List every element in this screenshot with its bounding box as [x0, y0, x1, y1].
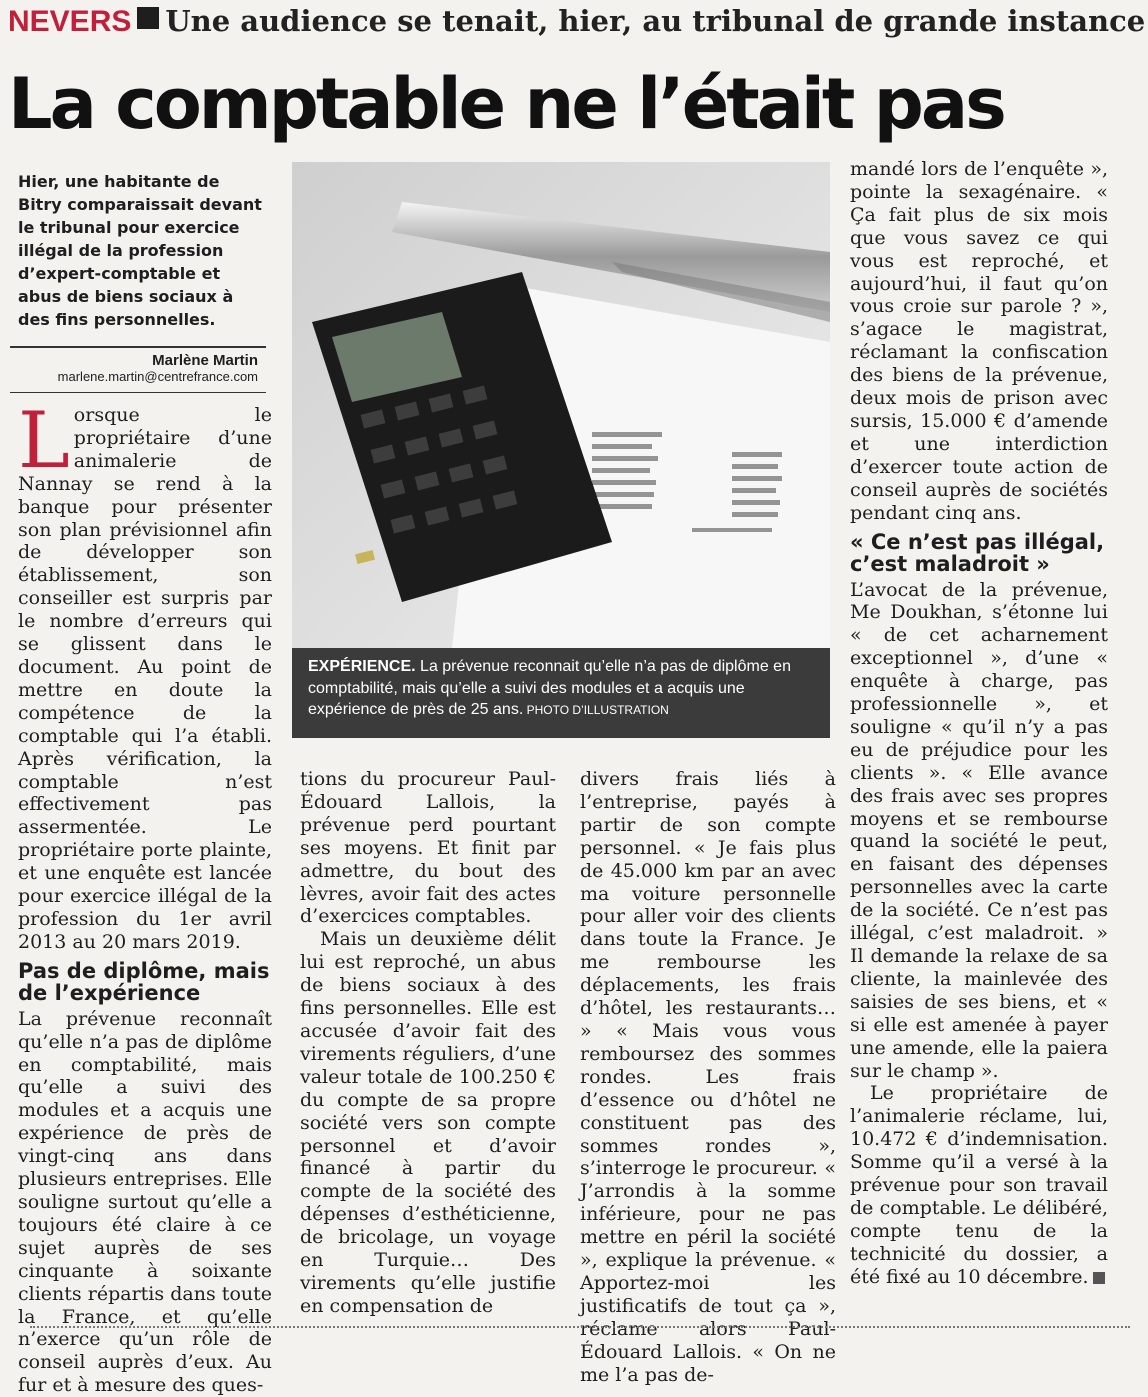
photo-illustration: [292, 162, 830, 738]
author-email: marlene.martin@centrefrance.com: [57, 369, 258, 384]
calculator-photo-icon: [292, 162, 830, 648]
article-column-4: [850, 158, 1108, 1289]
kicker-city: NEVERS: [8, 5, 132, 38]
byline: [10, 346, 266, 393]
col1-paragraph-1: orsque le propriétaire d’une animalerie de Nannay se rend à la banque pour présenter son plan prévisionnel afin de développer son établissement, son conseiller est surpris par le nombre d’erreurs qui se glissent dans le document. Au point de mettre en doute la compétence de la comptable qui l’a établi. Après vérification, la comptable n’est effectivement pas assermentée. Le propriétaire porte plainte, et une enquête est lancée pour exercice illégal de la profession du 1er avril 2013 au 20 mars 2019.: [18, 404, 272, 953]
col4-paragraph-1: mandé lors de l’enquête », pointe la sexagénaire. « Ça fait plus de six mois que vous savez ce qui vous est reproché, et aujourd’hui, il faut qu’on vous croie sur parole ? », s’agace le magistrat, réclamant la confiscation des biens de la prévenue, deux mois de prison avec sursis, 15.000 € d’amende et une interdiction d’exercer toute action de conseil auprès de sociétés pendant cinq ans.: [850, 158, 1108, 524]
kicker: [8, 4, 1146, 48]
col2-paragraph-1: tions du procureur Paul-Édouard Lallois, la prévenue perd pourtant ses moyens. Et finit par admettre, du bout des lèvres, avoir fait des actes d’exercices comptables.: [300, 768, 556, 928]
col4-paragraph-3: Le propriétaire de l’animalerie réclame, lui, 10.472 € d’indemnisation. Somme qu’il a versé à la prévenue pour son travail de comptable. Le délibéré, compte tenu de la technicité du dossier, a été fixé au 10 décembre.: [850, 1082, 1108, 1288]
subhead-maladroit: « Ce n’est pas illégal, c’est maladroit »: [850, 529, 1105, 576]
author-name: Marlène Martin: [152, 352, 258, 369]
caption-text: La prévenue reconnait qu’elle n’a pas de diplôme en comptabilité, mais qu’elle a suivi des modules et a acquis une expérience de près de 25 ans.: [308, 658, 791, 718]
square-bullet-icon: [137, 7, 159, 29]
caption-label: EXPÉRIENCE.: [308, 658, 416, 675]
footer-divider: [30, 1326, 1130, 1328]
photo-credit: PHOTO D’ILLUSTRATION: [523, 703, 669, 717]
col2-paragraph-2: Mais un deuxième délit lui est reproché, un abus de biens sociaux à des fins personnelles. Elle est accusée d’avoir fait des virements réguliers, d’une valeur totale de 100.250 € du compte de sa propre société vers son compte personnel et d’avoir financé à partir du compte de la société des dépenses d’esthéticienne, de bricolage, un voyage en Turquie… Des virements qu’elle justifie en compensation de: [300, 928, 556, 1317]
col1-paragraph-2: La prévenue reconnaît qu’elle n’a pas de diplôme en comptabilité, mais qu’elle a suivi des modules et a acquis une expérience de près de vingt-cinq ans dans plusieurs entreprises. Elle souligne surtout qu’elle a toujours été claire à ce sujet auprès de ses cinquante à soixante clients répartis dans toute la France, et qu’elle n’exerce qu’un rôle de conseil auprès d’eux. Au fur et à mesure des ques-: [18, 1007, 272, 1397]
chapo: Hier, une habitante de Bitry comparaissait devant le tribunal pour exercice illégal de la profession d’expert-comptable et abus de biens sociaux à des fins personnelles.: [18, 172, 262, 329]
kicker-subtitle: Une audience se tenait, hier, au tribunal de grande instance: [165, 4, 1146, 38]
drop-cap: L: [18, 396, 70, 486]
end-square-icon: [1093, 1272, 1105, 1284]
col4-paragraph-2: L’avocat de la prévenue, Me Doukhan, s’étonne lui « de cet acharnement exceptionnel », d’une « enquête à charge, pas professionnelle », et souligne « qu’il n’y a pas eu de préjudice pour les clients ». « Elle avance des frais avec ses propres moyens et se rembourse quand la société le peut, en faisant des dépenses personnelles avec la carte de la société. Ce n’est pas illégal, c’est maladroit. » Il demande la relaxe de sa cliente, la mainlevée des saisies de ses biens, et « si elle est amenée à payer une amende, elle la paiera sur le champ ».: [850, 578, 1108, 1082]
article-column-3: [580, 768, 836, 1386]
headline: La comptable ne l’était pas: [8, 63, 1004, 145]
article-column-2: [300, 768, 556, 1318]
article-column-1: [18, 396, 272, 1397]
photo-caption: [292, 648, 830, 738]
col3-paragraph-1: divers frais liés à l’entreprise, payés à partir de son compte personnel. « Je fais plus de 45.000 km par an avec ma voiture personnelle pour aller voir des clients dans toute la France. Je me rembourse les déplacements, les frais d’hôtel, les restaurants… » « Mais vous vous remboursez des sommes rondes. Les frais d’essence ou d’hôtel ne constituent pas des sommes rondes », s’interroge le procureur. « J’arrondis à la somme inférieure, pour ne pas mettre en péril la société », explique la prévenue. « Apportez-moi les justificatifs de tout ça », réclame alors Paul-Édouard Lallois. « On ne me l’a pas de-: [580, 768, 836, 1386]
subhead-diplome: Pas de diplôme, mais de l’expérience: [18, 958, 270, 1005]
